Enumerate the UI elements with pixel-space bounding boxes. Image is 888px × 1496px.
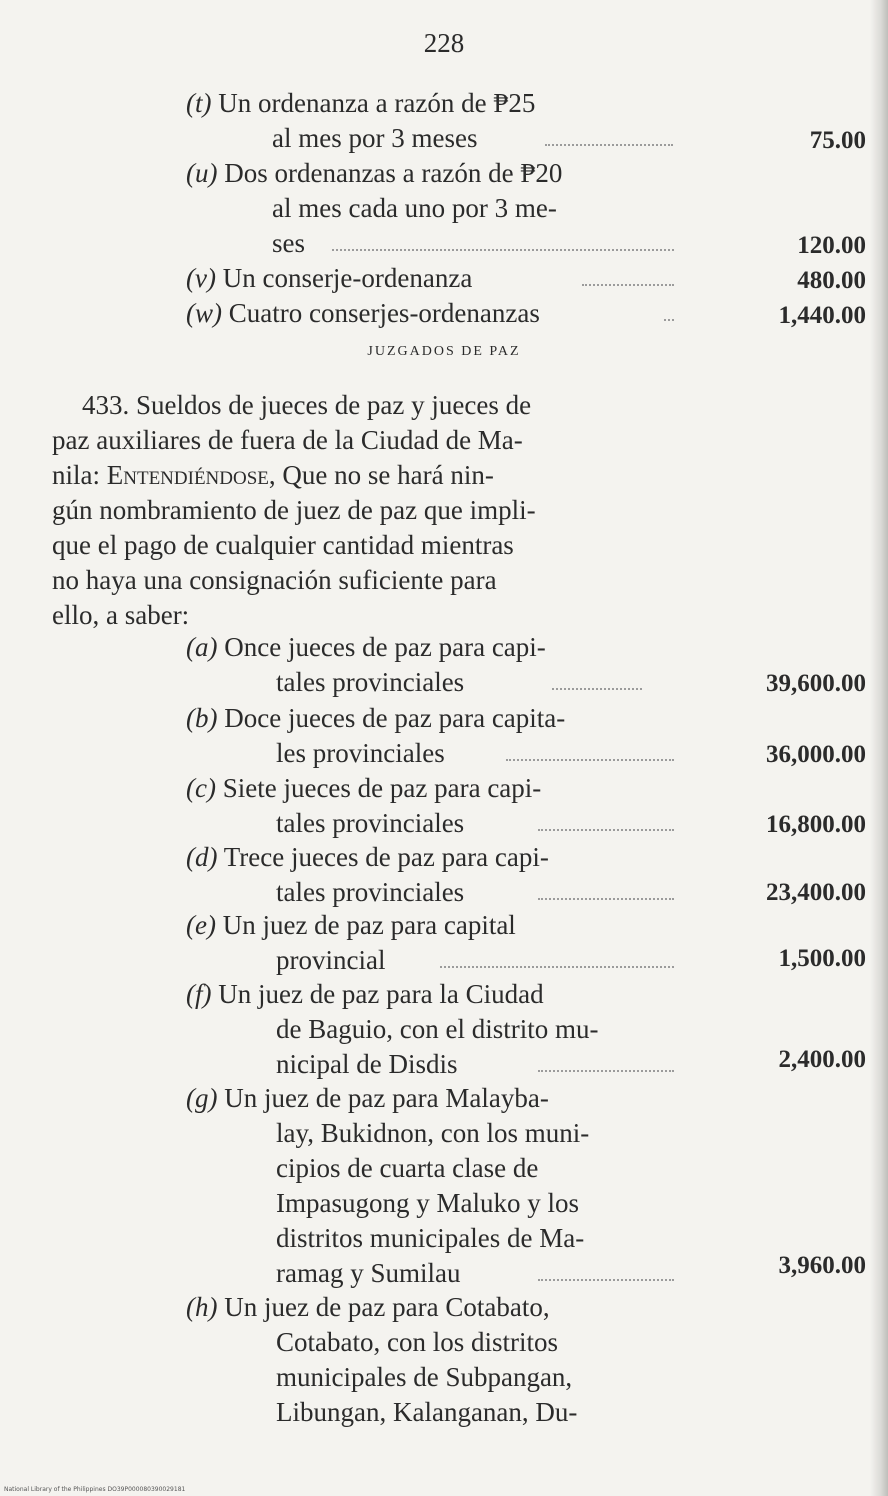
item-g-line-5: distritos municipales de Ma-	[276, 1223, 585, 1253]
item-u-line-3: ses	[272, 228, 305, 258]
item-u-line-2: al mes cada uno por 3 me-	[272, 193, 557, 223]
item-g-line-6: ramag y Sumilau	[276, 1258, 461, 1288]
item-g-line-3: cipios de cuarta clase de	[276, 1153, 539, 1183]
item-h-line-1: (h) Un juez de paz para Cotabato,	[186, 1292, 550, 1322]
dot-leader	[538, 1070, 674, 1072]
item-f-amount: 2,400.00	[778, 1046, 866, 1073]
item-e-line-1: (e) Un juez de paz para capital	[186, 910, 516, 940]
item-a-amount: 39,600.00	[766, 670, 866, 697]
dot-leader	[506, 759, 674, 761]
dot-leader	[440, 966, 674, 968]
item-t-line-2: al mes por 3 meses	[272, 123, 478, 153]
item-a-line-1: (a) Once jueces de paz para capi-	[186, 632, 546, 662]
item-h-line-2: Cotabato, con los distritos	[276, 1327, 558, 1357]
dot-leader	[552, 688, 642, 690]
item-e-amount: 1,500.00	[778, 945, 866, 972]
item-b-line-2: les provinciales	[276, 738, 445, 768]
item-u-amount: 120.00	[797, 232, 866, 259]
item-d-line-2: tales provinciales	[276, 877, 465, 907]
paragraph-line: nila: Entendiéndose, Que no se hará nin-	[52, 460, 494, 490]
section-heading: JUZGADOS DE PAZ	[367, 344, 521, 359]
item-g-line-2: lay, Bukidnon, con los muni-	[276, 1118, 590, 1148]
item-t-line-1: (t) Un ordenanza a razón de ₱25	[186, 88, 536, 118]
dot-leader	[664, 319, 674, 321]
item-c-line-2: tales provinciales	[276, 808, 465, 838]
item-u-line-1: (u) Dos ordenanzas a razón de ₱20	[186, 158, 563, 188]
dot-leader	[538, 898, 674, 900]
item-g-line-4: Impasugong y Maluko y los	[276, 1188, 579, 1218]
item-c-line-1: (c) Siete jueces de paz para capi-	[186, 773, 542, 803]
item-d-line-1: (d) Trece jueces de paz para capi-	[186, 842, 549, 872]
paragraph-line: que el pago de cualquier cantidad mientras	[52, 530, 514, 560]
dot-leader	[332, 249, 674, 251]
item-b-amount: 36,000.00	[766, 741, 866, 768]
item-h-line-4: Libungan, Kalanganan, Du-	[276, 1397, 578, 1427]
item-v-line-1: (v) Un conserje-ordenanza	[186, 263, 473, 293]
paragraph-line: no haya una consignación suficiente para	[52, 565, 497, 595]
paragraph-line: ello, a saber:	[52, 600, 190, 630]
paragraph-line: gún nombramiento de juez de paz que impli-	[52, 495, 536, 525]
item-d-amount: 23,400.00	[766, 879, 866, 906]
dot-leader	[582, 284, 674, 286]
item-c-amount: 16,800.00	[766, 811, 866, 838]
page-number: 228	[423, 28, 465, 58]
dot-leader	[538, 1279, 674, 1281]
item-t-amount: 75.00	[809, 127, 866, 154]
dot-leader	[545, 144, 673, 146]
item-a-line-2: tales provinciales	[276, 667, 465, 697]
scan-footer: National Library of the Philippines DO39P000080390029181	[4, 1486, 186, 1493]
item-f-line-1: (f) Un juez de paz para la Ciudad	[186, 979, 544, 1009]
item-g-line-1: (g) Un juez de paz para Malayba-	[186, 1083, 549, 1113]
item-b-line-1: (b) Doce jueces de paz para capita-	[186, 703, 566, 733]
item-g-amount: 3,960.00	[778, 1252, 866, 1279]
page-edge-shadow	[870, 0, 888, 1496]
item-v-amount: 480.00	[797, 267, 866, 294]
item-e-line-2: provincial	[276, 945, 386, 975]
paragraph-line: 433. Sueldos de jueces de paz y jueces de	[82, 390, 532, 420]
item-w-line-1: (w) Cuatro conserjes-ordenanzas	[186, 298, 540, 328]
item-w-amount: 1,440.00	[778, 302, 866, 329]
item-h-line-3: municipales de Subpangan,	[276, 1362, 573, 1392]
item-f-line-3: nicipal de Disdis	[276, 1049, 458, 1079]
dot-leader	[538, 829, 674, 831]
item-f-line-2: de Baguio, con el distrito mu-	[276, 1014, 599, 1044]
paragraph-line: paz auxiliares de fuera de la Ciudad de Ma-	[52, 425, 523, 455]
